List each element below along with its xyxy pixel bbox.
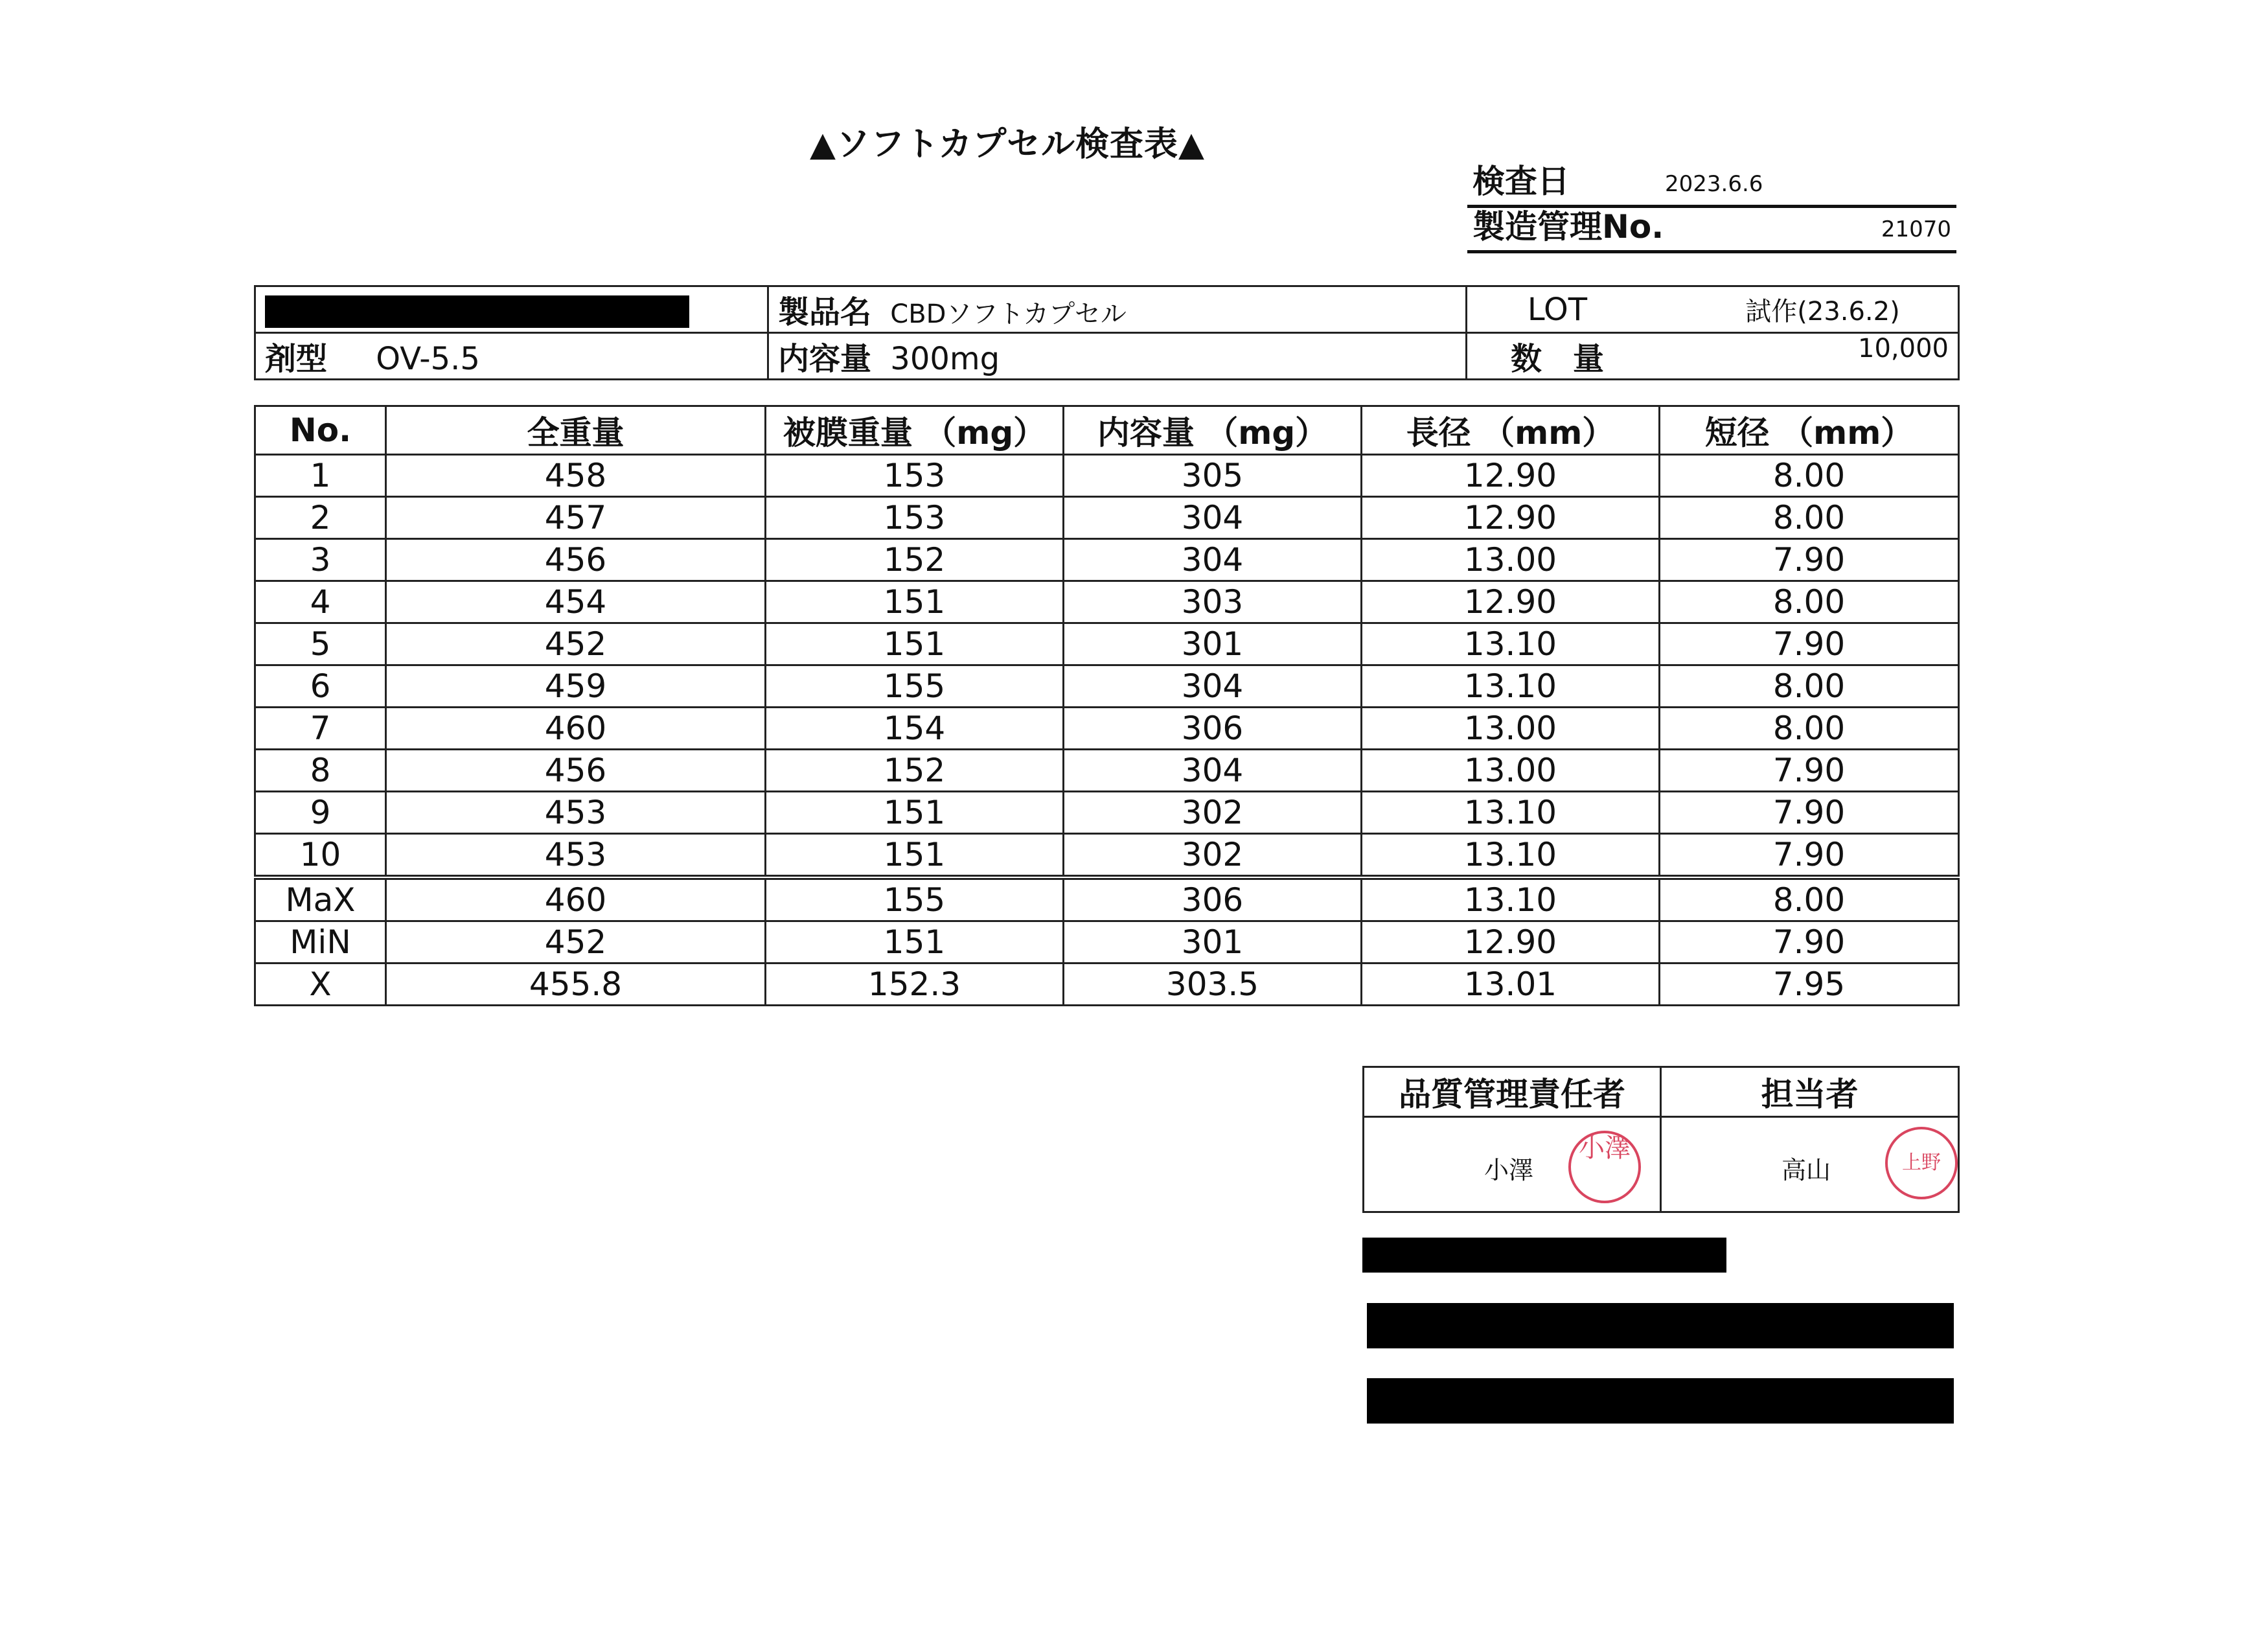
row-no: 9 <box>255 792 386 834</box>
inspection-date-value: 2023.6.6 <box>1665 171 1763 197</box>
qa-manager-signature-cell <box>1364 1117 1661 1212</box>
inspection-date-label: 検査日 <box>1472 163 1570 200</box>
cell-content-weight: 306 <box>1064 877 1362 921</box>
header-content-weight: 内容量 （mg） <box>1064 406 1362 455</box>
product-info-table <box>254 285 1960 380</box>
row-no: 6 <box>255 665 386 708</box>
cell-total-weight: 455.8 <box>386 964 766 1006</box>
quantity-value: 10,000 <box>1858 334 1949 363</box>
cell-long-diameter: 13.10 <box>1362 792 1660 834</box>
cell-shell-weight: 152 <box>766 539 1064 581</box>
redaction-bar <box>265 295 689 328</box>
cell-short-diameter: 8.00 <box>1660 581 1959 623</box>
cell-total-weight: 459 <box>386 665 766 708</box>
summary-label: MiN <box>255 921 386 964</box>
cell-long-diameter: 13.01 <box>1362 964 1660 1006</box>
cell-shell-weight: 151 <box>766 921 1064 964</box>
cell-long-diameter: 13.10 <box>1362 623 1660 665</box>
summary-label: MaX <box>255 877 386 921</box>
header-shell-weight: 被膜重量 （mg） <box>766 406 1064 455</box>
table-row <box>255 708 1959 750</box>
table-row <box>255 623 1959 665</box>
content-amount-label: 内容量 <box>778 341 872 377</box>
table-row <box>255 750 1959 792</box>
cell-short-diameter: 8.00 <box>1660 455 1959 497</box>
header-no: No. <box>255 406 386 455</box>
cell-short-diameter: 7.90 <box>1660 834 1959 878</box>
cell-shell-weight: 154 <box>766 708 1064 750</box>
cell-content-weight: 302 <box>1064 792 1362 834</box>
staff-signature-cell <box>1661 1117 1959 1212</box>
cell-total-weight: 452 <box>386 921 766 964</box>
lot-cell <box>1467 286 1959 333</box>
summary-label: X <box>255 964 386 1006</box>
redaction-bar <box>1367 1378 1954 1424</box>
cell-long-diameter: 13.10 <box>1362 834 1660 878</box>
table-row <box>255 497 1959 539</box>
cell-long-diameter: 12.90 <box>1362 581 1660 623</box>
row-no: 1 <box>255 455 386 497</box>
summary-row-mean <box>255 964 1959 1006</box>
cell-short-diameter: 7.90 <box>1660 921 1959 964</box>
form-value: OV-5.5 <box>376 341 480 377</box>
content-amount-value: 300mg <box>890 341 1000 377</box>
cell-short-diameter: 8.00 <box>1660 877 1959 921</box>
cell-total-weight: 452 <box>386 623 766 665</box>
cell-long-diameter: 13.00 <box>1362 539 1660 581</box>
cell-long-diameter: 13.00 <box>1362 708 1660 750</box>
row-no: 10 <box>255 834 386 878</box>
row-no: 5 <box>255 623 386 665</box>
cell-content-weight: 305 <box>1064 455 1362 497</box>
row-no: 4 <box>255 581 386 623</box>
cell-content-weight: 303.5 <box>1064 964 1362 1006</box>
cell-long-diameter: 13.10 <box>1362 877 1660 921</box>
qa-manager-seal: 小澤 <box>1568 1131 1641 1203</box>
table-header-row <box>255 406 1959 455</box>
cell-short-diameter: 8.00 <box>1660 665 1959 708</box>
row-no: 8 <box>255 750 386 792</box>
row-no: 3 <box>255 539 386 581</box>
approval-table <box>1362 1066 1960 1213</box>
cell-content-weight: 304 <box>1064 665 1362 708</box>
row-no: 7 <box>255 708 386 750</box>
cell-shell-weight: 153 <box>766 497 1064 539</box>
staff-label: 担当者 <box>1661 1067 1959 1117</box>
cell-long-diameter: 13.00 <box>1362 750 1660 792</box>
cell-short-diameter: 8.00 <box>1660 708 1959 750</box>
cell-total-weight: 453 <box>386 792 766 834</box>
redaction-bar <box>1362 1238 1726 1273</box>
cell-total-weight: 456 <box>386 539 766 581</box>
qa-manager-name: 小澤 <box>1484 1156 1534 1184</box>
lot-label: LOT <box>1527 292 1588 328</box>
cell-total-weight: 454 <box>386 581 766 623</box>
cell-total-weight: 457 <box>386 497 766 539</box>
product-name-value: CBDソフトカプセル <box>890 299 1127 329</box>
cell-content-weight: 302 <box>1064 834 1362 878</box>
redaction-bar <box>1367 1303 1954 1348</box>
staff-seal: 上野 <box>1885 1127 1958 1199</box>
cell-shell-weight: 151 <box>766 792 1064 834</box>
header-short-diameter: 短径 （mm） <box>1660 406 1959 455</box>
cell-shell-weight: 151 <box>766 623 1064 665</box>
content-amount-cell <box>768 333 1467 380</box>
cell-content-weight: 301 <box>1064 921 1362 964</box>
quantity-label: 数 量 <box>1510 341 1604 377</box>
cell-content-weight: 306 <box>1064 708 1362 750</box>
lot-value: 試作(23.6.2) <box>1745 297 1900 327</box>
cell-long-diameter: 13.10 <box>1362 665 1660 708</box>
cell-shell-weight: 152 <box>766 750 1064 792</box>
cell-shell-weight: 152.3 <box>766 964 1064 1006</box>
summary-row-max <box>255 877 1959 921</box>
table-row <box>255 581 1959 623</box>
table-row <box>255 665 1959 708</box>
summary-row-min <box>255 921 1959 964</box>
cell-short-diameter: 7.90 <box>1660 792 1959 834</box>
row-no: 2 <box>255 497 386 539</box>
table-row <box>255 539 1959 581</box>
cell-shell-weight: 151 <box>766 581 1064 623</box>
header-total-weight: 全重量 <box>386 406 766 455</box>
cell-total-weight: 458 <box>386 455 766 497</box>
cell-total-weight: 456 <box>386 750 766 792</box>
cell-content-weight: 301 <box>1064 623 1362 665</box>
cell-short-diameter: 7.90 <box>1660 623 1959 665</box>
cell-short-diameter: 7.90 <box>1660 539 1959 581</box>
staff-name: 高山 <box>1781 1156 1831 1184</box>
cell-short-diameter: 7.95 <box>1660 964 1959 1006</box>
inspection-data-table <box>254 405 1960 1006</box>
cell-content-weight: 303 <box>1064 581 1362 623</box>
cell-content-weight: 304 <box>1064 750 1362 792</box>
cell-long-diameter: 12.90 <box>1362 455 1660 497</box>
form-label: 剤型 <box>265 341 328 377</box>
control-number-label: 製造管理No. <box>1472 208 1664 246</box>
document-title: ▲ソフトカプセル検査表▲ <box>810 125 1205 164</box>
cell-long-diameter: 12.90 <box>1362 497 1660 539</box>
cell-shell-weight: 155 <box>766 665 1064 708</box>
qa-manager-label: 品質管理責任者 <box>1364 1067 1661 1117</box>
cell-shell-weight: 153 <box>766 455 1064 497</box>
form-cell <box>255 333 768 380</box>
table-row <box>255 792 1959 834</box>
cell-total-weight: 460 <box>386 877 766 921</box>
cell-content-weight: 304 <box>1064 539 1362 581</box>
control-number-row <box>1467 207 1956 253</box>
table-row <box>255 455 1959 497</box>
control-number-value: 21070 <box>1881 216 1951 242</box>
redacted-company-cell <box>255 286 768 333</box>
header-long-diameter: 長径 （mm） <box>1362 406 1660 455</box>
product-name-label: 製品名 <box>778 294 872 330</box>
cell-short-diameter: 7.90 <box>1660 750 1959 792</box>
product-name-cell <box>768 286 1467 333</box>
cell-content-weight: 304 <box>1064 497 1362 539</box>
cell-shell-weight: 155 <box>766 877 1064 921</box>
cell-total-weight: 453 <box>386 834 766 878</box>
quantity-cell <box>1467 333 1959 380</box>
cell-shell-weight: 151 <box>766 834 1064 878</box>
cell-short-diameter: 8.00 <box>1660 497 1959 539</box>
table-row <box>255 834 1959 878</box>
cell-long-diameter: 12.90 <box>1362 921 1660 964</box>
cell-total-weight: 460 <box>386 708 766 750</box>
